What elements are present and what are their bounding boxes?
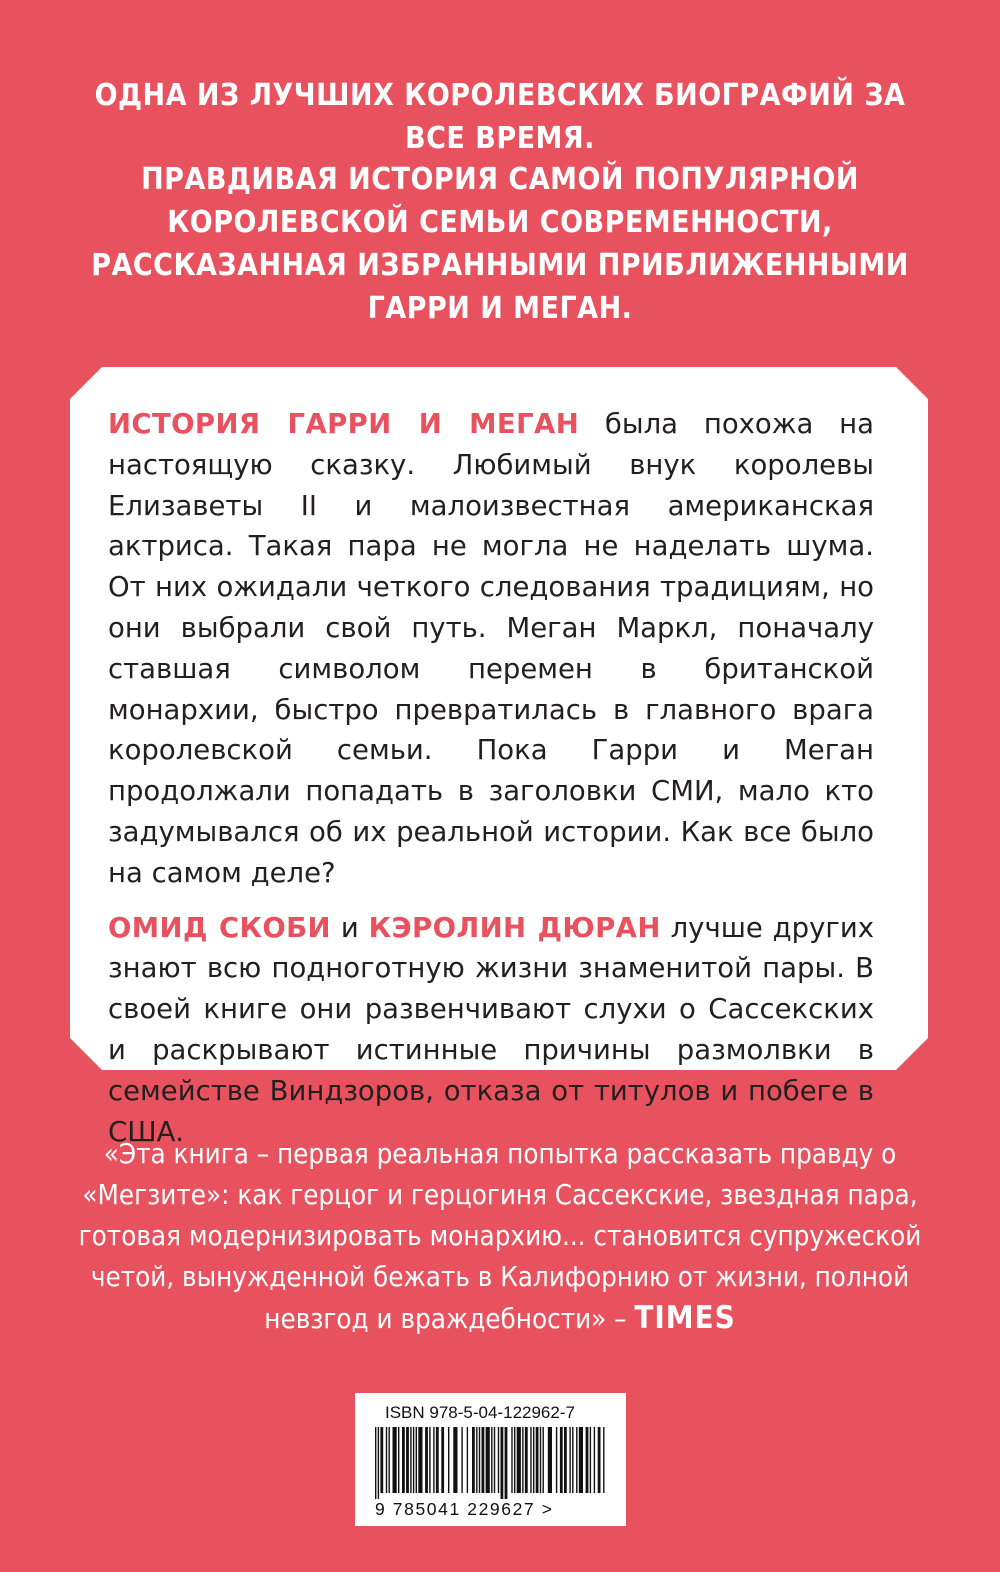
barcode-bar [375, 1427, 376, 1499]
barcode-bar [441, 1427, 444, 1493]
barcode-bar [429, 1427, 430, 1493]
tagline-sub: ПРАВДИВАЯ ИСТОРИЯ САМОЙ ПОПУЛЯРНОЙ КОРОЛЕВСКОЙ СЕМЬИ СОВРЕМЕННОСТИ, РАССКАЗАННАЯ ИЗБРАННЫМИ ПРИБЛИЖЕННЫМИ ГАРРИ И МЕГАН. [91, 162, 909, 326]
barcode-bar [386, 1427, 387, 1493]
barcode-bar [517, 1427, 521, 1493]
barcode-bar [453, 1427, 457, 1493]
barcode-bar [491, 1427, 492, 1493]
title-highlight: ИСТОРИЯ ГАРРИ И МЕГАН [108, 408, 580, 440]
barcode-bar [556, 1427, 557, 1493]
barcode-bar [378, 1427, 379, 1499]
quote-text: «Эта книга – первая реальная попытка рассказать правду о «Мегзите»: как герцог и герцогиня Сассекские, звездная пара, готовая модернизировать монархию... становится супружеской четой, вынужденной бежать в Калифорнию от жизни, полной невзгод и враждебности» – [78, 1138, 922, 1335]
barcode-bar [402, 1427, 405, 1493]
barcode-bars [373, 1427, 609, 1499]
barcode-bar [479, 1427, 480, 1493]
barcode-bar [576, 1427, 577, 1493]
barcode-bar [530, 1427, 531, 1493]
barcode-bar [603, 1427, 604, 1493]
barcode-bar [380, 1427, 383, 1493]
barcode-bar [448, 1427, 449, 1493]
barcode-bar [389, 1427, 390, 1493]
paragraph-2-body: лучше других знают всю подноготную жизни знаменитой пары. В своей книге они развенчивают слухи о Сассекских и раскрывают истинные причины размолвки в семействе Виндзоров, отказа от титулов и побеге в США. [108, 911, 874, 1148]
barcode-bar [436, 1427, 439, 1493]
barcode-bar [418, 1427, 422, 1493]
barcode-bar [522, 1427, 523, 1493]
barcode-bar [393, 1427, 397, 1493]
barcode-digits: 9 785041 229627 > [375, 1499, 554, 1519]
barcode-bar [505, 1427, 508, 1499]
description-text [108, 404, 874, 1152]
barcode-bar [501, 1427, 504, 1499]
barcode-bar [416, 1427, 417, 1493]
barcode-bar [572, 1427, 573, 1493]
barcode-bar [598, 1427, 601, 1493]
barcode-bar [433, 1427, 434, 1493]
barcode-bar [564, 1427, 567, 1493]
barcode-bar [467, 1427, 468, 1493]
description-paragraph-1 [108, 404, 874, 894]
barcode-box [355, 1393, 626, 1526]
tagline-top: ОДНА ИЗ ЛУЧШИХ КОРОЛЕВСКИХ БИОГРАФИЙ ЗА ВСЕ ВРЕМЯ. [94, 78, 906, 156]
isbn-label: ISBN 978-5-04-122962-7 [385, 1403, 575, 1422]
author-name-2: КЭРОЛИН ДЮРАН [368, 911, 661, 944]
barcode-bar [533, 1427, 534, 1493]
barcode-bar [410, 1427, 411, 1493]
conjunction: и [330, 911, 369, 944]
barcode-bar [461, 1427, 462, 1493]
barcode-bar [590, 1427, 591, 1493]
barcode-bar [406, 1427, 409, 1493]
barcode-bar [476, 1427, 477, 1493]
barcode-bar [498, 1427, 499, 1493]
barcode-bar [486, 1427, 490, 1493]
barcode-bar [543, 1427, 544, 1493]
barcode-bar [540, 1427, 541, 1493]
barcode-bar [525, 1427, 528, 1493]
barcode-bar [425, 1427, 428, 1493]
description-paragraph-2 [108, 908, 874, 1153]
press-quote [60, 1134, 940, 1340]
barcode-bar [560, 1427, 563, 1493]
barcode-bar [472, 1427, 475, 1493]
barcode-bar [579, 1427, 583, 1493]
barcode-bar [494, 1427, 495, 1493]
author-name-1: ОМИД СКОБИ [108, 911, 331, 944]
barcode-bar [586, 1427, 589, 1493]
quote-source: TIMES [634, 1300, 736, 1336]
paragraph-1-body: была похожа на настоящую сказку. Любимый внук королевы Елизаветы II и малоизвестная американская актриса. Такая пара не могла не наделать шума. От них ожидали четкого следования традициям, но они выбрали свой путь. Меган Маркл, поначалу ставшая символом перемен в британской монархии, быстро превратилась в главного врага королевской семьи. Пока Гарри и Меган продолжали попадать в заголовки СМИ, мало кто задумывался об их реальной истории. Как все было на самом деле? [108, 408, 875, 889]
barcode-bar [482, 1427, 485, 1493]
barcode-bar [594, 1427, 595, 1493]
barcode-bar [569, 1427, 570, 1493]
barcode-bar [398, 1427, 399, 1493]
barcode-bar [413, 1427, 414, 1493]
barcode-bar [548, 1427, 552, 1493]
barcode-bar [514, 1427, 515, 1493]
barcode-bar [511, 1427, 512, 1493]
barcode-bar [536, 1427, 539, 1493]
